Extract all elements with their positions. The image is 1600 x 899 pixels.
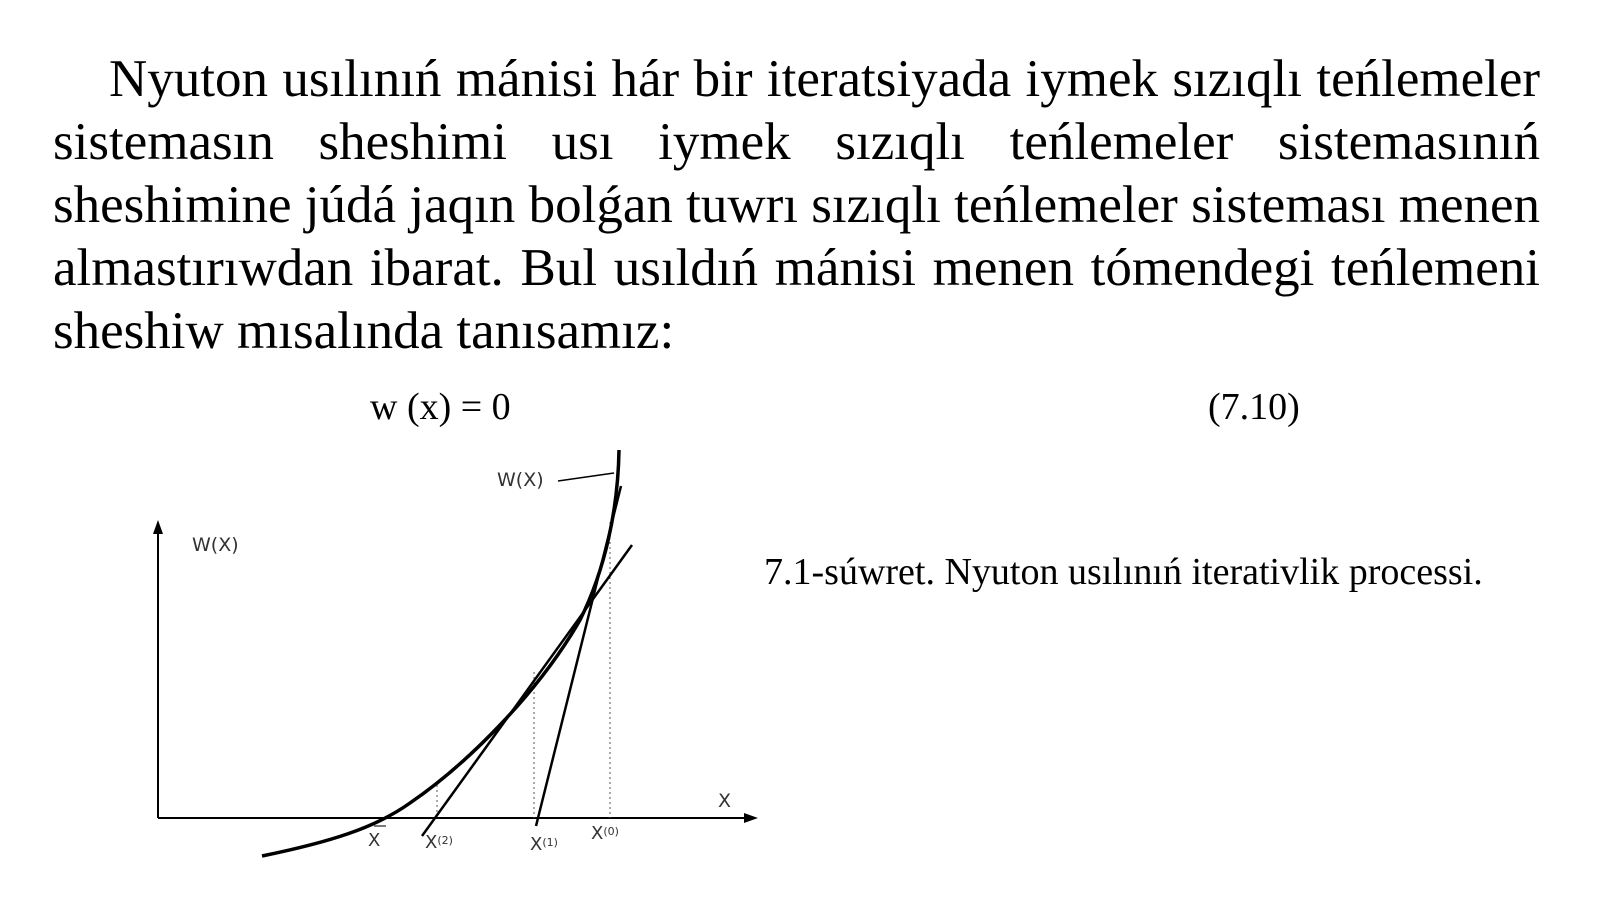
- newton-method-figure: [0, 430, 780, 899]
- y-axis-arrow: [153, 520, 163, 534]
- x-axis-label: X: [718, 790, 732, 812]
- x0-label-sup: (0): [603, 825, 619, 838]
- body-paragraph: Nyuton usılınıń mánisi hár bir iteratsiyada iymek sızıqlı teńlemeler sistemasın sheshimi usı iymek sızıqlı teńlemeler sistemasınıń sheshimine júdá jaqın bolǵan tuwrı sızıqlı teńlemeler sisteması menen almastırıwdan ibarat. Bul usıldıń mánisi menen tómendegi teńlemeni sheshiw mısalında tanısamız:: [53, 50, 1540, 360]
- x1-label: [530, 834, 558, 855]
- x2-label-base: X: [425, 832, 438, 853]
- x-axis-arrow: [744, 813, 758, 823]
- x2-label-sup: (2): [437, 834, 453, 847]
- equation-number: (7.10): [1208, 386, 1300, 428]
- function-curve: [262, 450, 619, 856]
- x0-label-base: X: [591, 823, 604, 844]
- x1-label-sup: (1): [542, 836, 558, 849]
- x1-label-base: X: [530, 834, 543, 855]
- tangent-at-x1: [422, 545, 632, 836]
- equation-expression: w (x) = 0: [370, 386, 511, 428]
- x2-label: [425, 832, 453, 853]
- x0-label: [591, 823, 619, 844]
- curve-label-leader: [558, 473, 614, 481]
- y-axis-label: W(X): [192, 534, 239, 556]
- curve-label: W(X): [497, 469, 544, 491]
- figure-caption: 7.1-súwret. Nyuton usılınıń iterativlik processi.: [764, 551, 1483, 593]
- root-label: X: [368, 830, 381, 851]
